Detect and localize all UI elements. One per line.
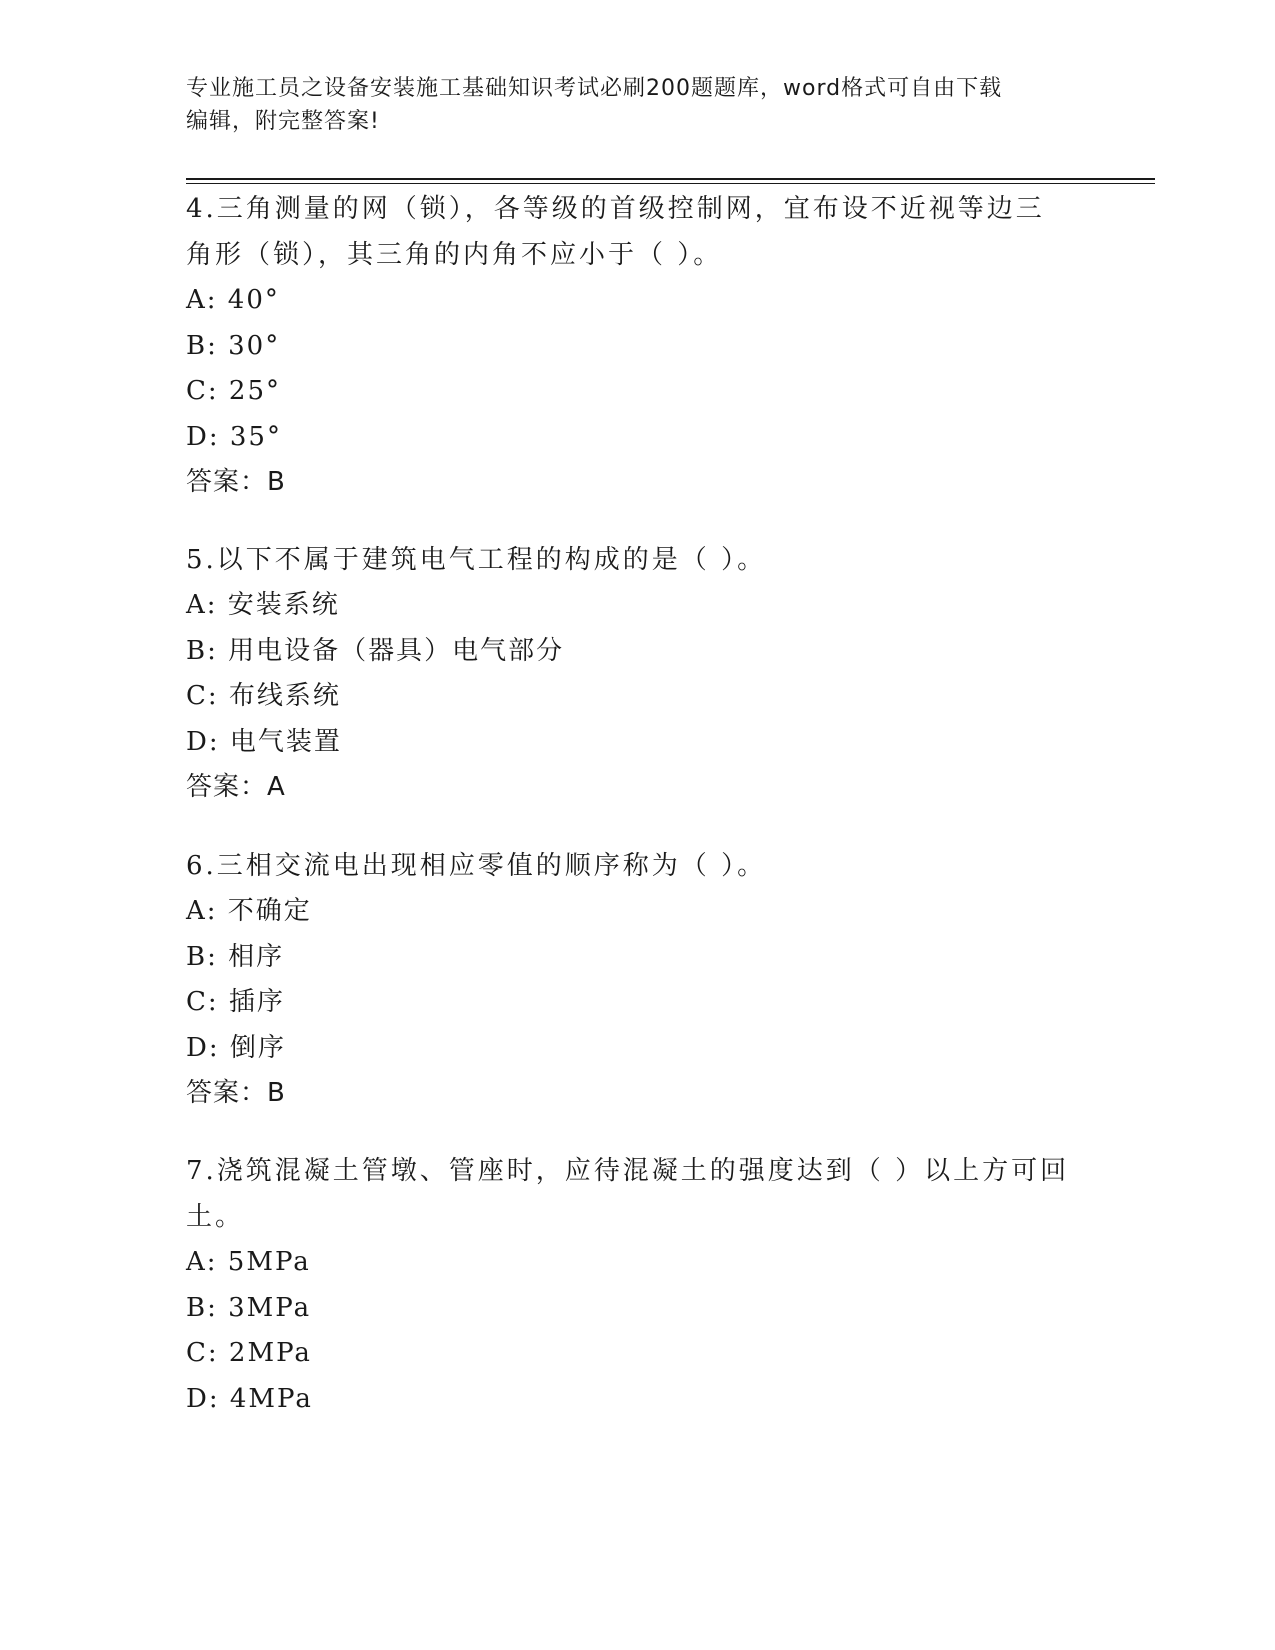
question-7-option-c: C: 2MPa bbox=[186, 1338, 312, 1368]
question-4-text-line-2: 角形（锁），其三角的内角不应小于（ ）。 bbox=[186, 240, 723, 270]
question-5-option-b: B: 用电设备（器具）电气部分 bbox=[186, 635, 565, 666]
question-4-option-d: D: 35° bbox=[186, 421, 282, 452]
question-4-option-c: C: 25° bbox=[186, 376, 282, 406]
question-7 bbox=[186, 1148, 1086, 1422]
question-7-option-a: A: 5MPa bbox=[186, 1247, 311, 1277]
question-6-option-b: B: 相序 bbox=[186, 941, 285, 972]
question-7-text-line-2: 土。 bbox=[186, 1202, 245, 1232]
question-5-answer: 答案：A bbox=[186, 772, 286, 802]
question-6 bbox=[186, 843, 1086, 1116]
question-5 bbox=[186, 537, 1086, 810]
question-6-answer: 答案：B bbox=[186, 1078, 286, 1108]
question-6-option-c: C: 插序 bbox=[186, 987, 285, 1017]
question-4-answer: 答案：B bbox=[186, 467, 286, 497]
question-6-option-d: D: 倒序 bbox=[186, 1032, 286, 1063]
header-line-1: 专业施工员之设备安装施工基础知识考试必刷200题题库，word格式可自由下载 bbox=[186, 76, 1003, 101]
question-7-option-d: D: 4MPa bbox=[186, 1383, 313, 1414]
question-6-option-a: A: 不确定 bbox=[186, 896, 312, 926]
question-5-text-line-1: 5.以下不属于建筑电气工程的构成的是（ ）。 bbox=[186, 545, 767, 575]
header-line-2: 编辑，附完整答案! bbox=[186, 109, 380, 134]
question-5-option-a: A: 安装系统 bbox=[186, 590, 340, 620]
question-7-text-line-1: 7.浇筑混凝土管墩、管座时，应待混凝土的强度达到（ ）以上方可回 bbox=[186, 1156, 1070, 1186]
document-header bbox=[186, 72, 1086, 138]
question-5-option-c: C: 布线系统 bbox=[186, 681, 341, 711]
question-4 bbox=[186, 186, 1086, 505]
question-6-text-line-1: 6.三相交流电出现相应零值的顺序称为（ ）。 bbox=[186, 851, 767, 881]
question-4-option-b: B: 30° bbox=[186, 330, 281, 361]
header-divider-thin bbox=[186, 183, 1155, 184]
question-4-option-a: A: 40° bbox=[186, 285, 280, 315]
question-5-option-d: D: 电气装置 bbox=[186, 726, 342, 757]
question-4-text-line-1: 4.三角测量的网（锁），各等级的首级控制网，宜布设不近视等边三 bbox=[186, 194, 1045, 224]
question-7-option-b: B: 3MPa bbox=[186, 1292, 312, 1323]
header-divider-thick bbox=[186, 178, 1155, 180]
